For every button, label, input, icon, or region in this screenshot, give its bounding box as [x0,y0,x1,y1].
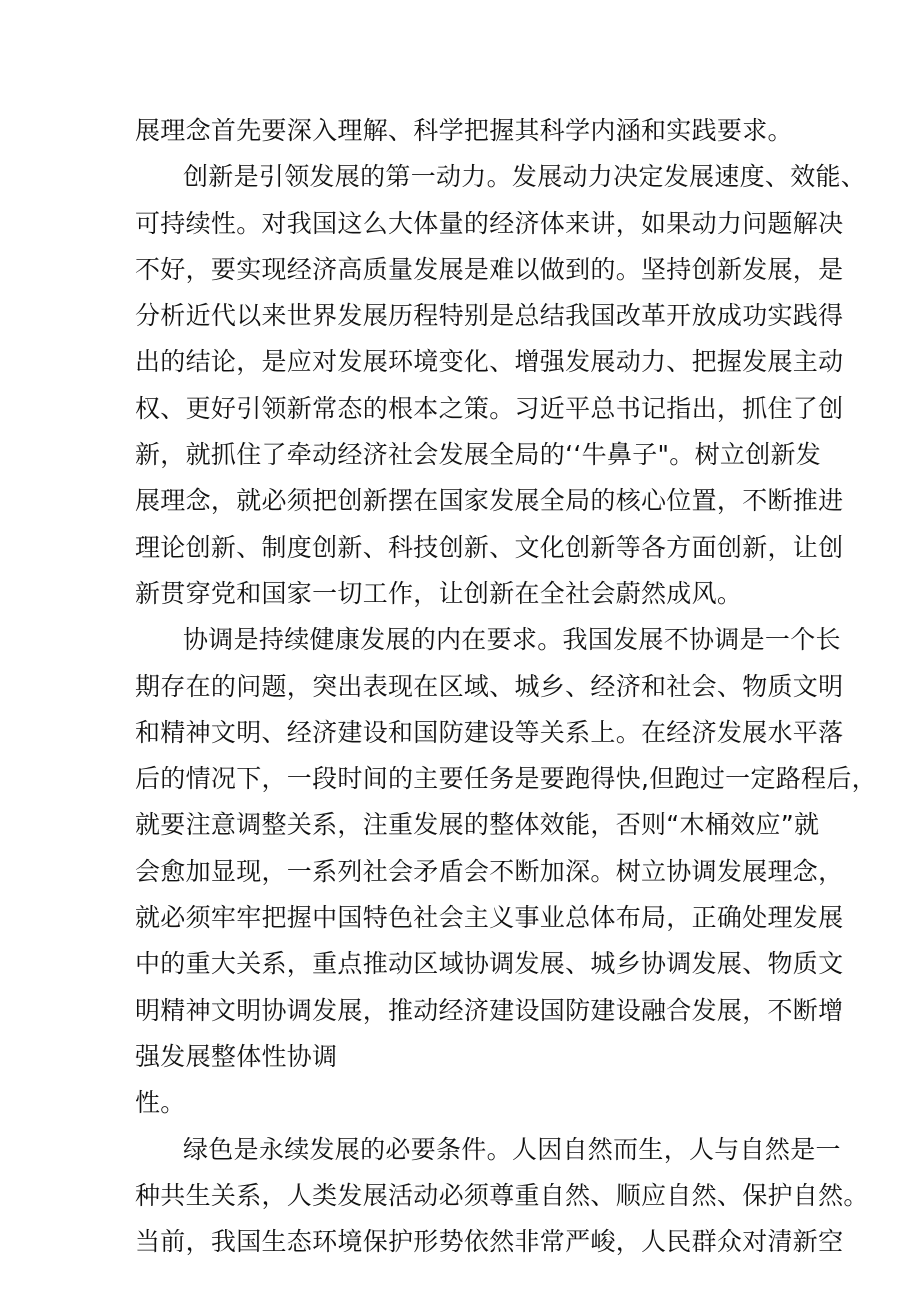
text-line: 分析近代以来世界发展历程特别是总结我国改革开放成功实践得 [135,301,844,331]
document-body [135,108,877,1265]
paragraph-start-line: 协调是持续健康发展的内在要求。我国发展不协调是一个长 [183,625,841,655]
text-line: 展理念，就必须把创新摆在国家发展全局的核心位置，不断推进 [135,486,844,516]
text-line: 可持续性。对我国这么大体量的经济体来讲，如果动力问题解决 [135,208,844,238]
text-line: 新，就抓住了牵动经济社会发展全局的‘‘牛鼻子"。树立创新发 [135,440,822,470]
text-line: 就必须牢牢把握中国特色社会主义事业总体布局，正确处理发展 [135,903,844,933]
text-line: 种共生关系，人类发展活动必须尊重自然、顺应自然、保护自然。 [135,1180,869,1210]
text-line: 当前，我国生态环境保护形势依然非常严峻，人民群众对清新空 [135,1227,844,1257]
text-line: 出的结论，是应对发展环境变化、增强发展动力、把握发展主动 [135,347,844,377]
text-line: 明精神文明协调发展，推动经济建设国防建设融合发展，不断增 [135,995,844,1025]
text-line: 新贯穿党和国家一切工作，让创新在全社会蔚然成风。 [135,578,743,608]
text-line: 理论创新、制度创新、科技创新、文化创新等各方面创新，让创 [135,532,844,562]
text-line: 中的重大关系，重点推动区域协调发展、城乡协调发展、物质文 [135,949,844,979]
text-line: 强发展整体性协调 [135,1041,338,1071]
paragraph-start-line: 创新是引领发展的第一动力。发展动力决定发展速度、效能、 [183,162,867,192]
text-line: 会愈加显现，一系列社会矛盾会不断加深。树立协调发展理念， [135,856,844,886]
text-line: 性。 [135,1088,186,1118]
text-line: 就要注意调整关系，注重发展的整体效能，否则“木桶效应”就 [135,810,820,840]
text-line: 后的情况下，一段时间的主要任务是要跑得快,但跑过一定路程后， [135,764,877,794]
paragraph-start-line: 绿色是永续发展的必要条件。人因自然而生，人与自然是一 [183,1134,841,1164]
text-line: 不好，要实现经济高质量发展是难以做到的。坚持创新发展，是 [135,254,844,284]
text-line: 和精神文明、经济建设和国防建设等关系上。在经济发展水平落 [135,717,844,747]
text-line: 展理念首先要深入理解、科学把握其科学内涵和实践要求。 [135,116,793,145]
text-line: 权、更好引领新常态的根本之策。习近平总书记指出，抓住了创 [135,393,844,423]
text-line: 期存在的问题，突出表现在区域、城乡、经济和社会、物质文明 [135,671,844,701]
